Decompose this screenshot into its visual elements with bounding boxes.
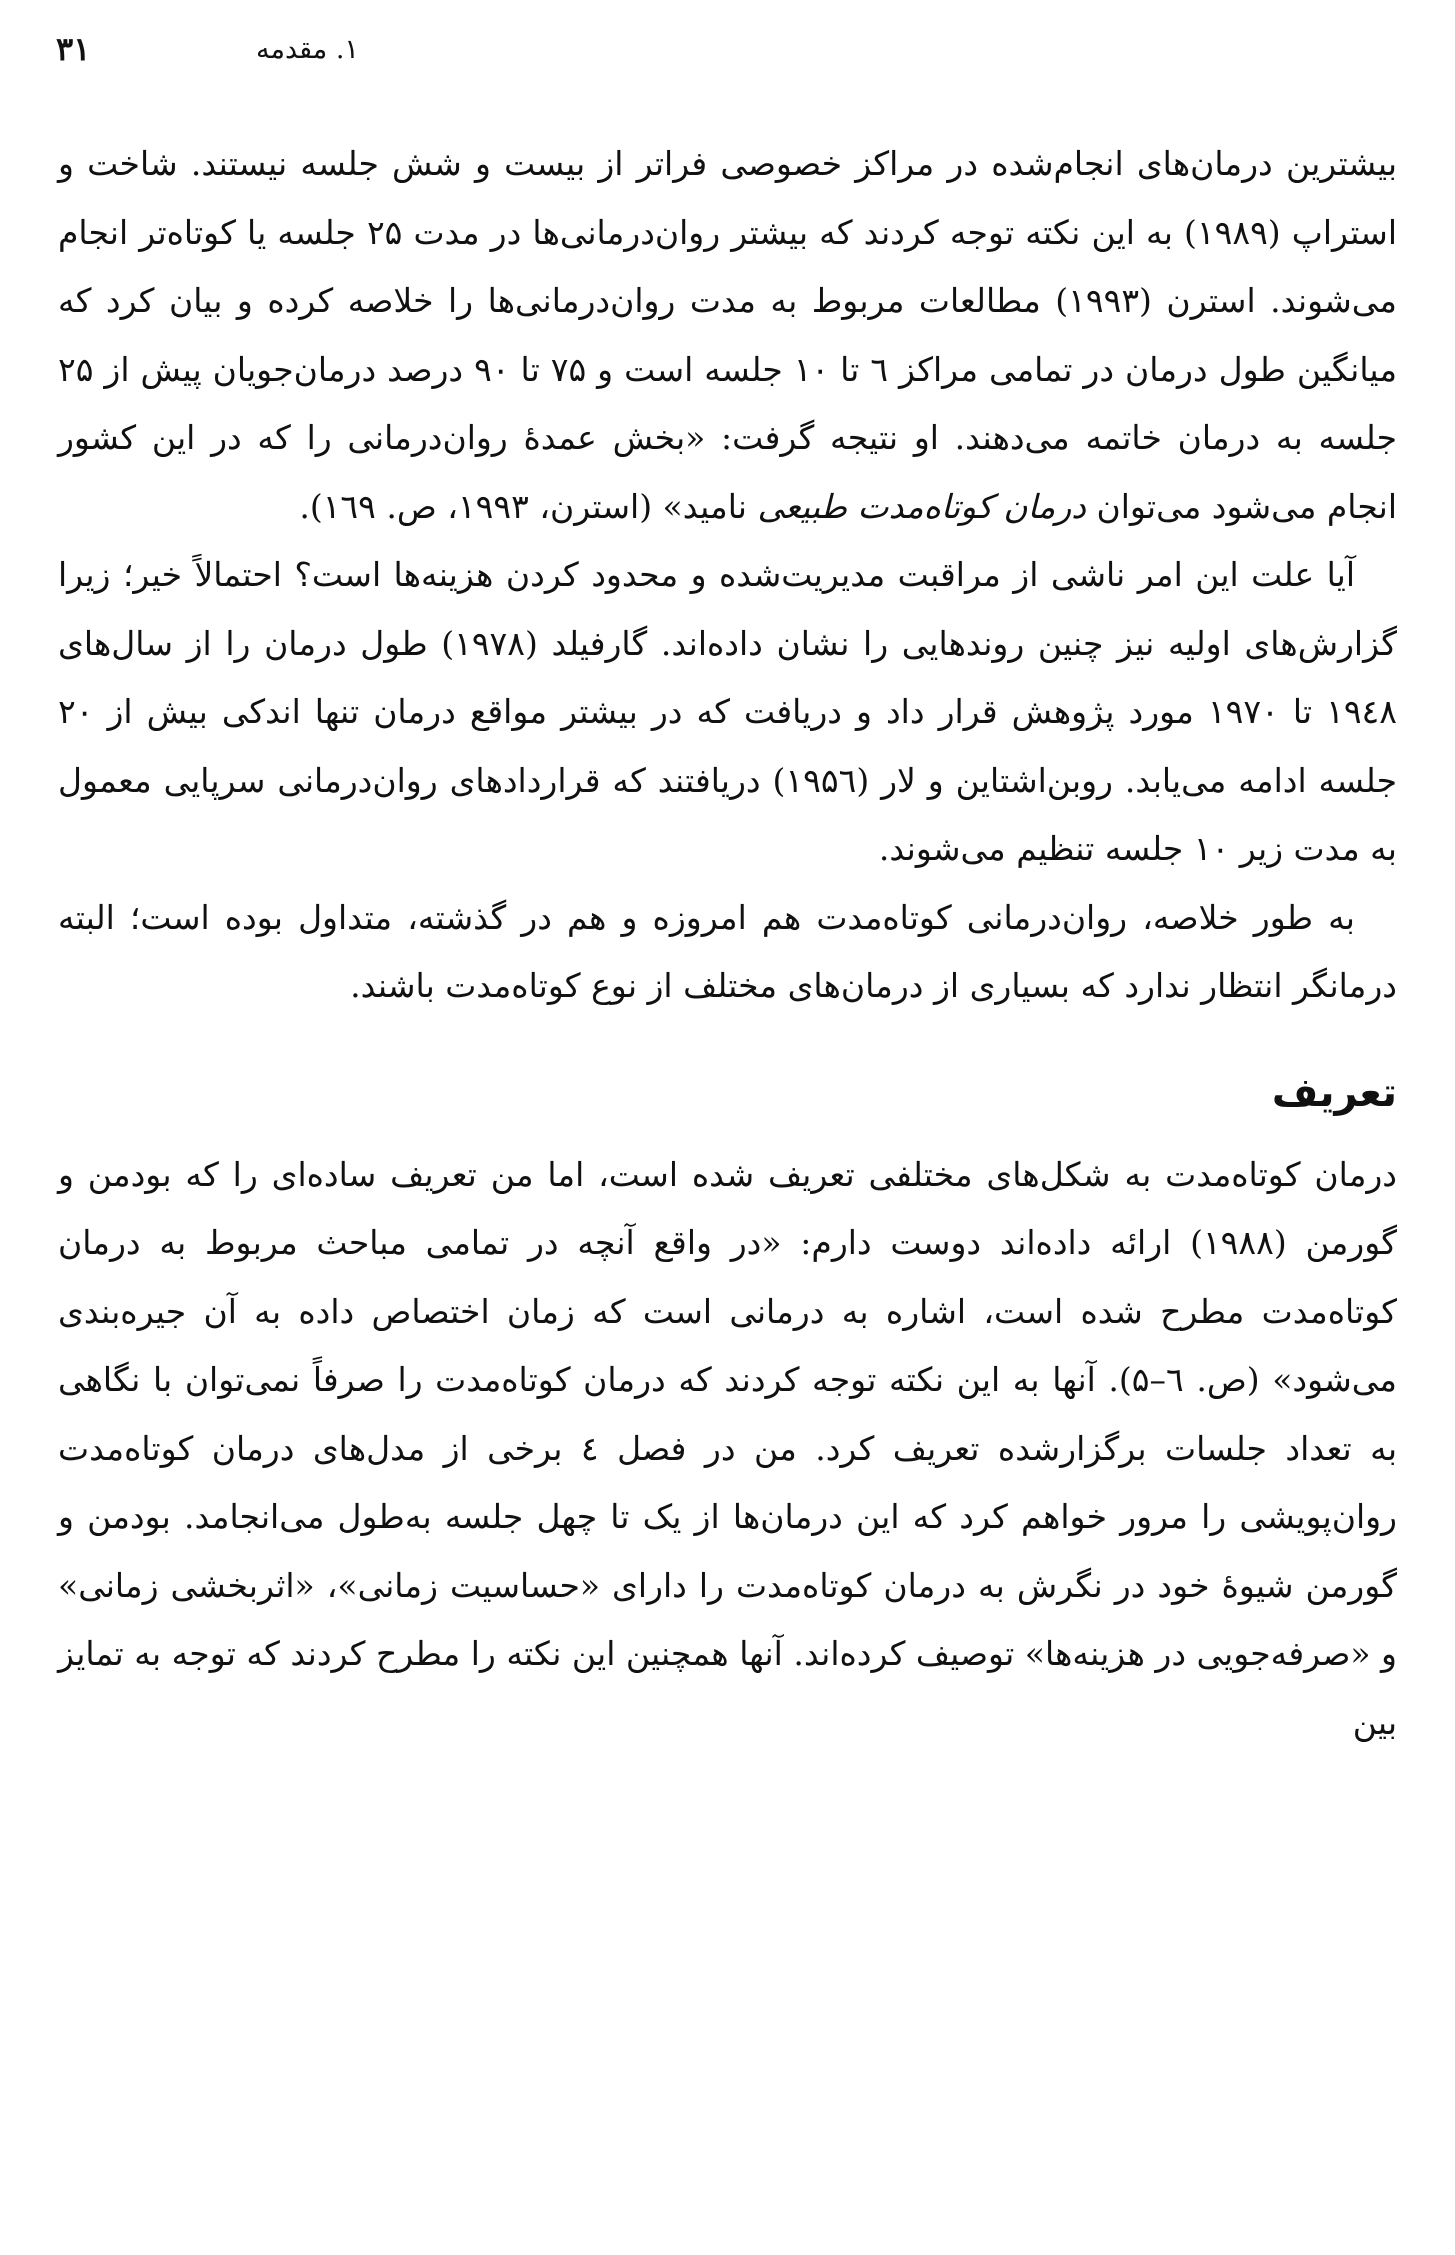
paragraph-1-end: نامید» (استرن، ۱۹۹۳، ص. ۱٦۹). [299,486,747,526]
section-heading: تعریف [1271,1069,1397,1116]
paragraph-3: به طور خلاصه، روان‌درمانی کوتاه‌مدت هم امروزه و هم در گذشته، متداول بوده است؛ البته درمانگر انتظار ندارد که بسیاری از درمان‌های مختلف از نوع کوتاه‌مدت باشند. [58,897,1397,1005]
paragraph-1 [58,130,1397,541]
paragraph-1-text: بیشترین درمان‌های انجام‌شده در مراکز خصوصی فراتر از بیست و شش جلسه نیستند. شاخت و استراپ (۱۹۸۹) به این نکته توجه کردند که بیشتر روان‌درمانی‌ها در مدت ۲۵ جلسه یا کوتاه‌تر انجام می‌شوند. استرن (۱۹۹۳) مطالعات مربوط به مدت روان‌درمانی‌ها را خلاصه کرده و بیان کرد که میانگین طول درمان در تمامی مراکز ٦ تا ۱۰ جلسه است و ۷۵ تا ۹۰ درصد درمان‌جویان پیش از ۲۵ جلسه به درمان خاتمه می‌دهند. او نتیجه گرفت: «بخش عمدهٔ روان‌درمانی را که در این کشور انجام می‌شود می‌توان [58,144,1398,526]
chapter-title: ۱. مقدمه [256,34,359,65]
running-head [56,30,1399,70]
page-number: ۳۱ [56,30,91,68]
paragraph-4: درمان کوتاه‌مدت به شکل‌های مختلفی تعریف شده است، اما من تعریف ساده‌ای را که بودمن و گورمن (۱۹۸۸) ارائه داده‌اند دوست دارم: «در واقع آنچه در تمامی مباحث مربوط به درمان کوتاه‌مدت مطرح شده است، اشاره به درمانی است که زمان اختصاص داده به آن جیره‌بندی می‌شود» (ص. ٦–۵). آنها به این نکته توجه کردند که درمان کوتاه‌مدت را صرفاً نمی‌توان با نگاهی به تعداد جلسات برگزارشده تعریف کرد. من در فصل ٤ برخی از مدل‌های درمان کوتاه‌مدت روان‌پویشی را مرور خواهم کرد که این درمان‌ها از یک تا چهل جلسه به‌طول می‌انجامد. بودمن و گورمن شیوهٔ خود در نگرش به درمان کوتاه‌مدت را دارای «حساسیت زمانی»، «اثربخشی زمانی» و «صرفه‌جویی در هزینه‌ها» توصیف کرده‌اند. آنها همچنین این نکته را مطرح کردند که توجه به تمایز بین [58,1154,1398,1742]
paragraph-2: آیا علت این امر ناشی از مراقبت مدیریت‌شده و محدود کردن هزینه‌ها است؟ احتمالاً خیر؛ زیرا گزارش‌های اولیه نیز چنین روندهایی را نشان داده‌اند. گارفیلد (۱۹۷۸) طول درمان را از سال‌های ۱۹٤۸ تا ۱۹۷۰ مورد پژوهش قرار داد و دریافت که در بیشتر مواقع درمان تنها اندکی بیش از ۲۰ جلسه ادامه می‌یابد. روبن‌اشتاین و لار (۱۹۵٦) دریافتند که قراردادهای روان‌درمانی سرپایی معمول به مدت زیر ۱۰ جلسه تنظیم می‌شوند. [58,555,1397,868]
emphasis-term: درمان کوتاه‌مدت طبیعی [757,486,1086,526]
page-body [58,130,1397,1757]
